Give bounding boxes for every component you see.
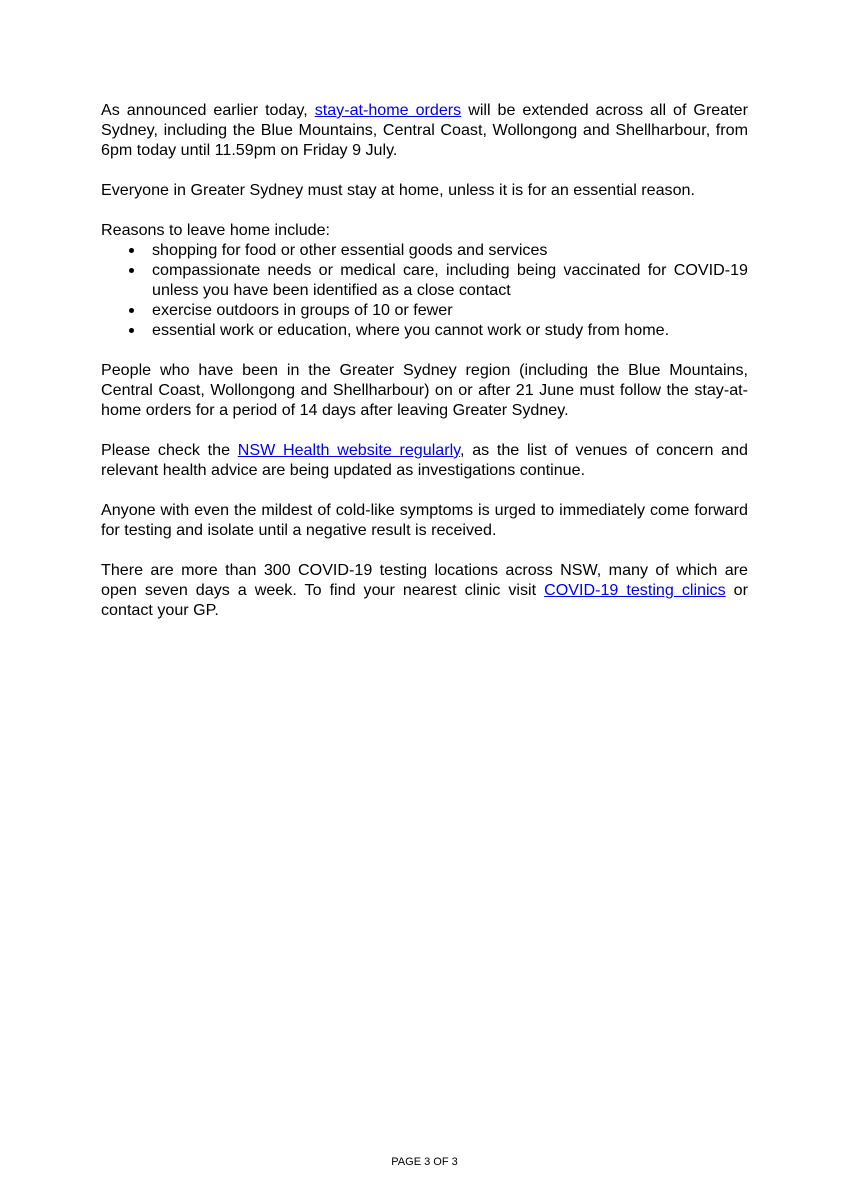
paragraph-testing-locations: There are more than 300 COVID-19 testing locations across NSW, many of which are open seven days a week. To find your nearest clinic visit COVID-19 testing clinics or contact your GP. [101, 561, 748, 619]
reasons-list [101, 240, 748, 340]
bullet-icon [129, 328, 134, 333]
bullet-icon [129, 248, 134, 253]
list-item: shopping for food or other essential goods and services [101, 240, 748, 260]
list-item: essential work or education, where you cannot work or study from home. [101, 320, 748, 340]
paragraph-testing-advice: Anyone with even the mildest of cold-like symptoms is urged to immediately come forward for testing and isolate until a negative result is received. [101, 501, 748, 539]
document-body [101, 100, 748, 640]
page-number: PAGE 3 OF 3 [391, 1156, 458, 1168]
list-item: exercise outdoors in groups of 10 or fewer [101, 300, 748, 320]
reasons-intro: Reasons to leave home include: [101, 221, 331, 239]
paragraph-travel-restrictions: People who have been in the Greater Sydney region (including the Blue Mountains, Central Coast, Wollongong and Shellharbour) on or after 21 June must follow the stay-at-home orders for a period of 14 days after leaving Greater Sydney. [101, 361, 748, 419]
paragraph-stay-home-rule: Everyone in Greater Sydney must stay at home, unless it is for an essential reason. [101, 181, 695, 199]
paragraph-nsw-health-check: Please check the NSW Health website regularly, as the list of venues of concern and relevant health advice are being updated as investigations continue. [101, 441, 748, 479]
paragraph-stay-at-home-extension: As announced earlier today, stay-at-home orders will be extended across all of Greater Sydney, including the Blue Mountains, Central Coast, Wollongong and Shellharbour, from 6pm today until 11.59pm on Friday 9 July. [101, 101, 748, 159]
stay-at-home-orders-link[interactable]: stay-at-home orders [314, 101, 462, 119]
bullet-icon [129, 268, 134, 273]
nsw-health-website-link[interactable]: NSW Health website regularly [237, 441, 461, 459]
list-item: compassionate needs or medical care, including being vaccinated for COVID-19 unless you have been identified as a close contact [101, 260, 748, 300]
bullet-icon [129, 308, 134, 313]
covid-testing-clinics-link[interactable]: COVID-19 testing clinics [544, 581, 726, 599]
